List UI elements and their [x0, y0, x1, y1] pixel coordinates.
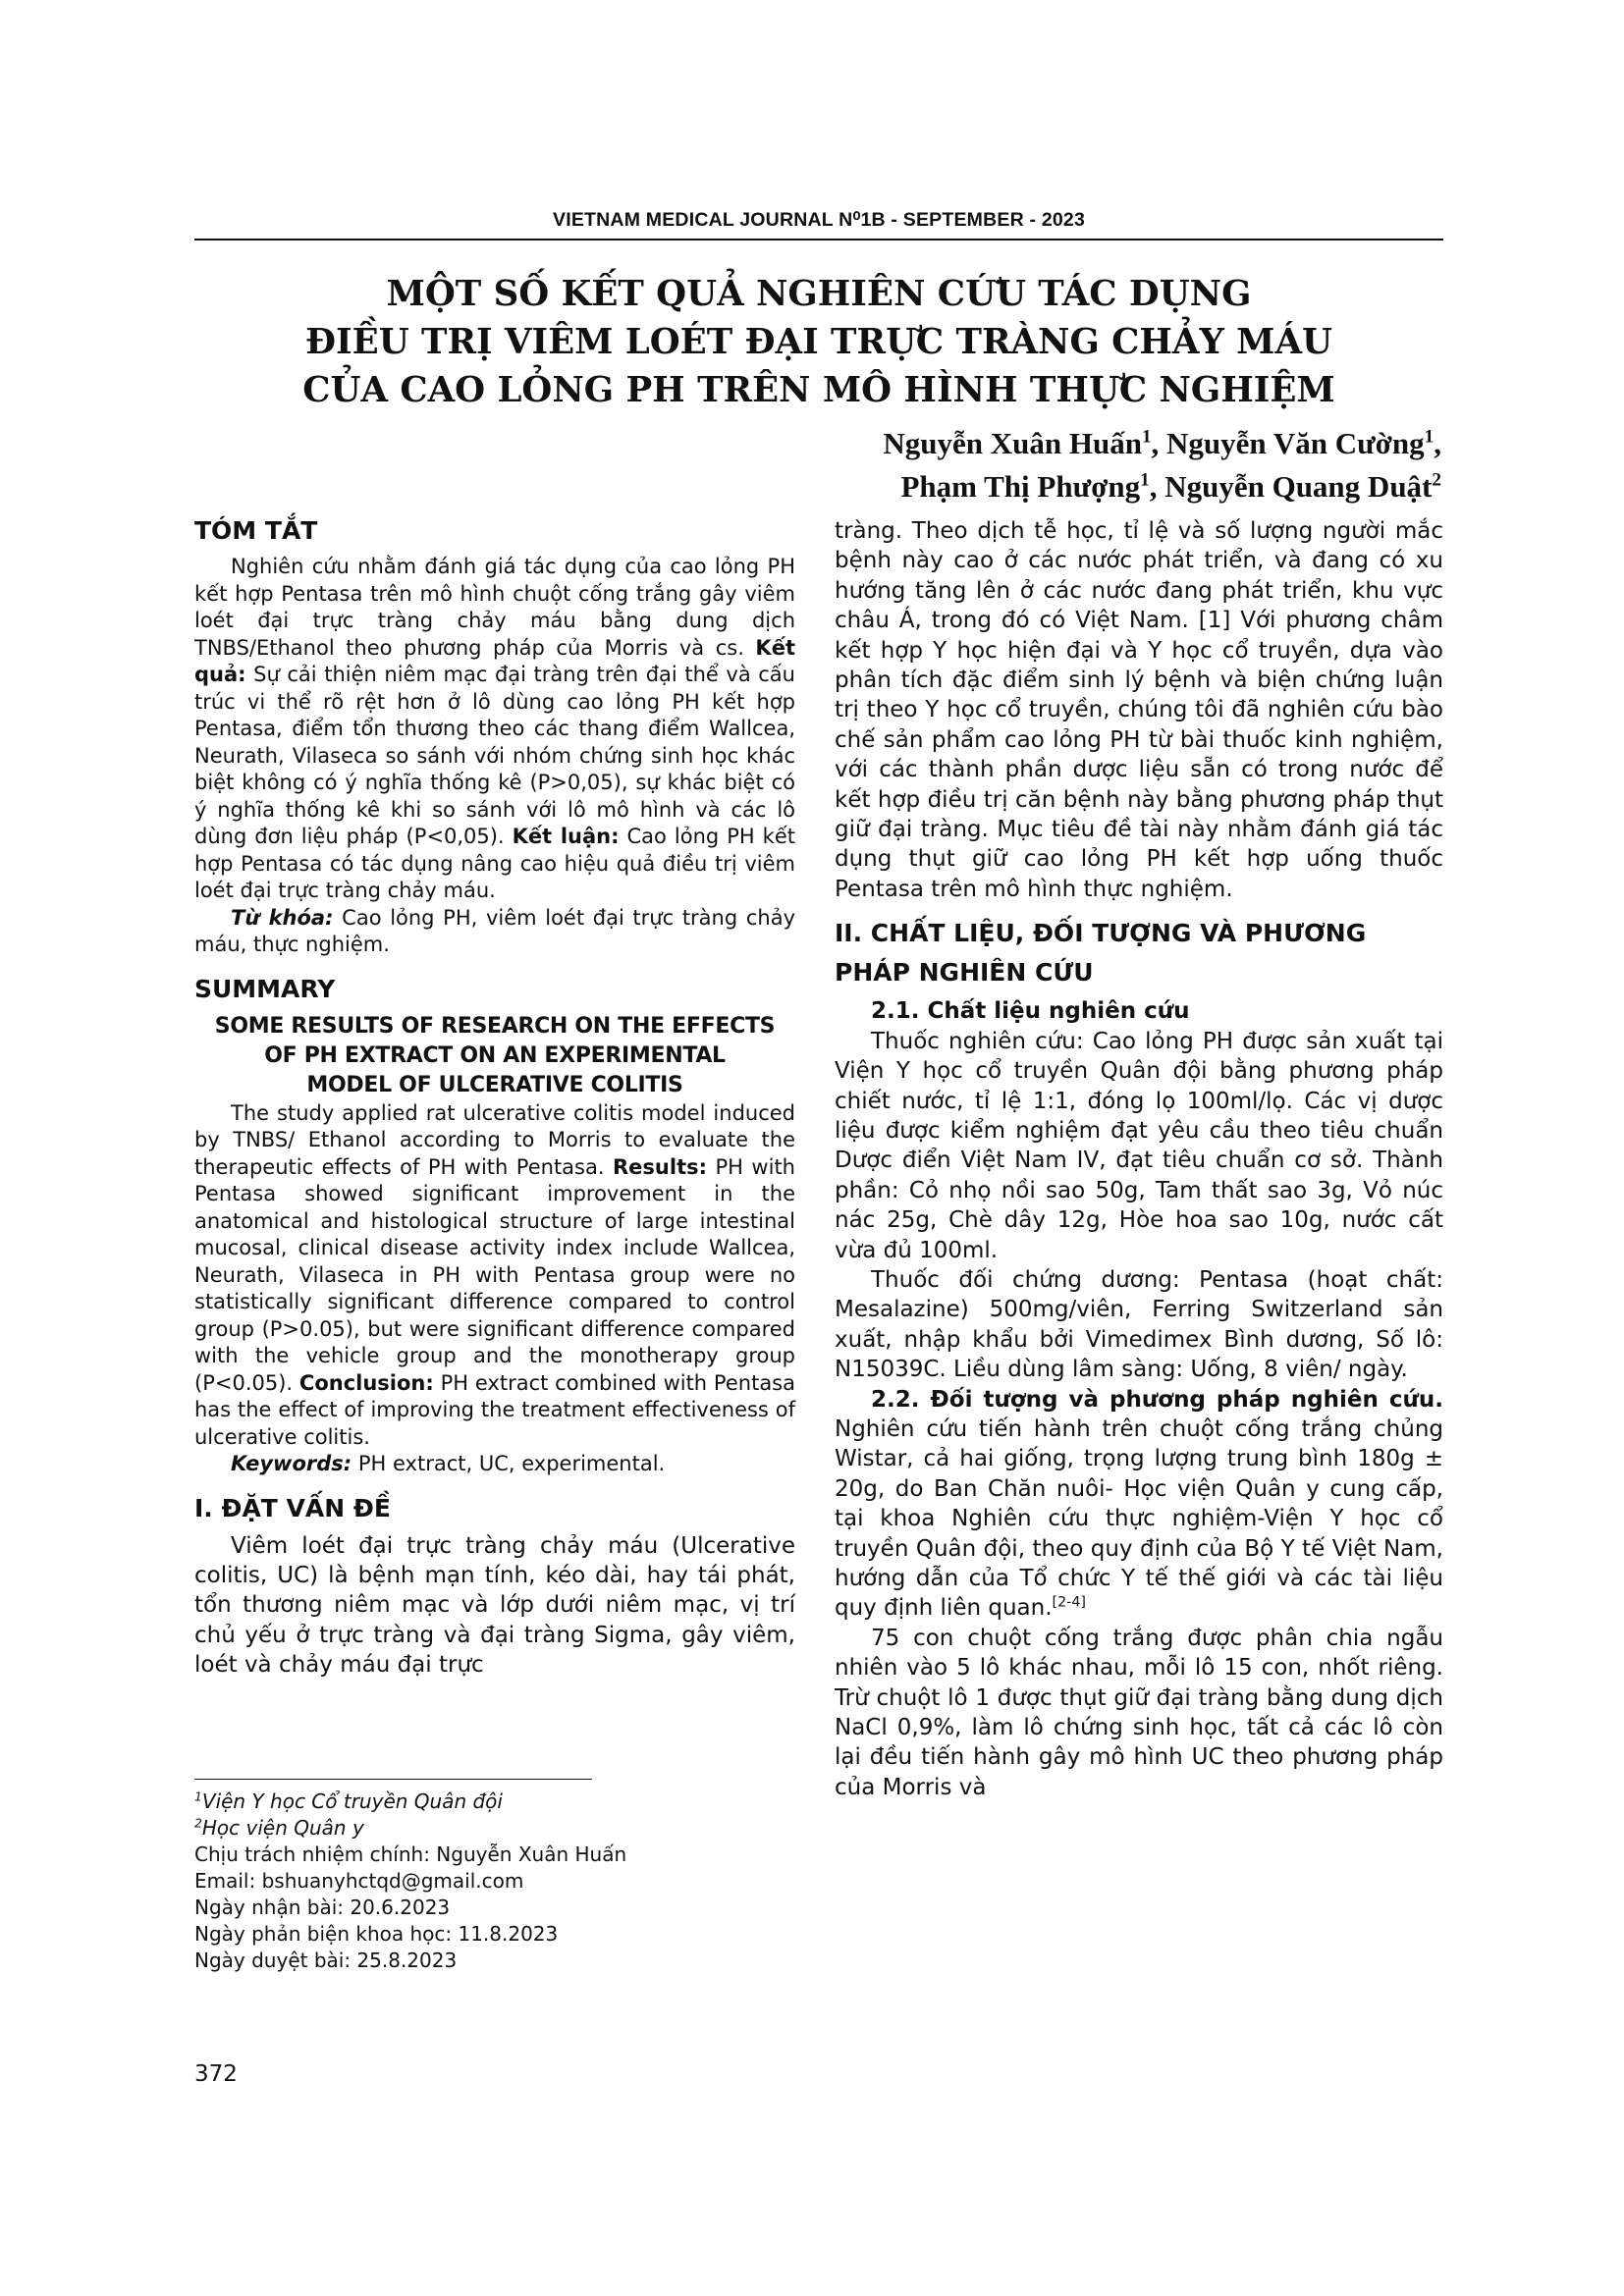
author-affiliation-mark: 1 — [1141, 426, 1152, 448]
keywords-vi-label: Từ khóa: — [231, 905, 334, 930]
citation-ref: [2-4] — [1052, 1594, 1086, 1611]
section-2-heading: II. CHẤT LIỆU, ĐỐI TƯỢNG VÀ PHƯƠNG PHÁP NGHIÊN CỨU — [835, 919, 1367, 988]
summary-paragraph — [194, 1100, 795, 1452]
section-1-paragraph: Viêm loét đại trực tràng chảy máu (Ulcerative colitis, UC) là bệnh mạn tính, kéo dài, hay tái phát, tổn thương niêm mạc và lớp dưới niêm mạc, vị trí chủ yếu ở trực tràng và đại tràng Sigma, gây viêm, loét và chảy máu đại trực — [194, 1532, 795, 1679]
author-list — [656, 422, 1441, 508]
author-affiliation-mark: 1 — [1140, 469, 1150, 491]
right-column — [835, 516, 1443, 1802]
author-affiliation-mark: 1 — [1424, 426, 1435, 448]
abstract-vi-results-text: Sự cải thiện niêm mạc đại tràng trên đại thể và cấu trúc vi thể rõ rệt hơn ở lô dùng cao lỏng PH kết hợp Pentasa, điểm tổn thương theo các thang điểm Wallcea, Neurath, Vilaseca so sánh với nhóm chứng sinh học khác biệt không có ý nghĩa thống kê (P>0,05), sự khác biệt có ý nghĩa thống kê khi so sánh với lô mô hình và các lô dùng đơn liệu pháp (P<0,05). — [194, 663, 795, 848]
summary-intro: The study applied rat ulcerative colitis model induced by TNBS/ Ethanol according to Morris to evaluate the therapeutic effects of PH with Pentasa. — [194, 1100, 795, 1179]
control-drug-paragraph: Thuốc đối chứng dương: Pentasa (hoạt chất: Mesalazine) 500mg/viên, Ferring Switzerland sản xuất, nhập khẩu bởi Vimedimex Bình dương, Số lô: N15039C. Liều dùng lâm sàng: Uống, 8 viên/ ngày. — [835, 1266, 1443, 1383]
article-title — [194, 270, 1443, 414]
page-number: 372 — [194, 2061, 238, 2087]
abstract-vi-paragraph — [194, 554, 795, 905]
author-name: Phạm Thị Phượng — [900, 469, 1141, 504]
footnote-accepted-date: Ngày duyệt bài: 25.8.2023 — [194, 1949, 458, 1972]
author-name: Nguyễn Quang Duật — [1164, 469, 1433, 504]
footnote-mark: 1 — [194, 1789, 202, 1804]
author-name: Nguyễn Văn Cường — [1166, 426, 1425, 460]
summary-results-label: Results: — [613, 1154, 708, 1179]
keywords-en-label: Keywords: — [231, 1452, 352, 1475]
abstract-vi-intro: Nghiên cứu nhằm đánh giá tác dụng của cao lỏng PH kết hợp Pentasa trên mô hình chuột cống trắng gây viêm loét đại trực tràng chảy máu bằng dung dịch TNBS/Ethanol theo phương pháp của Morris và cs. — [194, 555, 795, 660]
summary-title-line-2: OF PH EXTRACT ON AN EXPERIMENTAL — [264, 1042, 726, 1068]
summary-title-line-3: MODEL OF ULCERATIVE COLITIS — [306, 1072, 683, 1097]
keywords-en-text: PH extract, UC, experimental. — [357, 1452, 666, 1475]
keywords-en — [194, 1451, 795, 1478]
subsection-2-2-heading: 2.2. Đối tượng và phương pháp nghiên cứu. — [871, 1386, 1443, 1413]
footnote-received-date: Ngày nhận bài: 20.6.2023 — [194, 1896, 451, 1919]
section-1-paragraph-continued: tràng. Theo dịch tễ học, tỉ lệ và số lượng người mắc bệnh này cao ở các nước phát triển, và đang có xu hướng tăng lên ở các nước đang phát triển, khu vực châu Á, trong đó có Việt Nam. [1] Với phương châm kết hợp Y học hiện đại và Y học cổ truyền, dựa vào phân tích đặc điểm sinh lý bệnh và biện chứng luận trị theo Y học cổ truyền, chúng tôi đã nghiên cứu bào chế sản phẩm cao lỏng PH từ bài thuốc kinh nghiệm, với các thành phần dược liệu sẵn có trong nước để kết hợp điều trị căn bệnh này bằng phương pháp thụt giữ đại tràng. Mục tiêu đề tài này nhằm đánh giá tác dụng thụt giữ cao lỏng PH kết hợp uống thuốc Pentasa trên mô hình thực nghiệm. — [835, 518, 1443, 902]
keywords-vi — [194, 905, 795, 959]
author-line-2: Phạm Thị Phượng$^1$, Nguyễn Quang Duật$^2$ — [900, 469, 1441, 504]
footnote-corresponding-author: Chịu trách nhiệm chính: Nguyễn Xuân Huấn — [194, 1842, 627, 1866]
footnotes — [194, 1789, 784, 1974]
section-1-heading: I. ĐẶT VẤN ĐỀ — [194, 1493, 391, 1522]
author-name: Nguyễn Xuân Huấn — [883, 426, 1142, 460]
left-column — [194, 514, 795, 1681]
footnote-affiliation-2 — [194, 1815, 784, 1842]
footnote-rule — [194, 1779, 592, 1780]
materials-paragraph: Thuốc nghiên cứu: Cao lỏng PH được sản xuất tại Viện Y học cổ truyền Quân đội bằng phương pháp chiết nước, tỉ lệ 1:1, đóng lọ 100ml/lọ. Các vị dược liệu được kiểm nghiệm đạt yêu cầu theo tiêu chuẩn Dược điển Việt Nam IV, đạt tiêu chuẩn cơ sở. Thành phần: Cỏ nhọ nồi sao 50g, Tam thất sao 3g, Vỏ núc nác 25g, Chè dây 12g, Hòe hoa sao 10g, nước cất vừa đủ 100ml. — [835, 1028, 1443, 1263]
footnote-text: Học viện Quân y — [201, 1816, 364, 1840]
summary-title — [194, 1012, 795, 1100]
abstract-vi-results-label: Kết quả: — [194, 635, 795, 686]
author-line-1: Nguyễn Xuân Huấn$^1$, Nguyễn Văn Cường$^1$, — [883, 426, 1441, 460]
footnote-affiliation-1 — [194, 1789, 784, 1815]
abstract-vi-conclusion-label: Kết luận: — [512, 825, 620, 848]
summary-conclusion-text: PH extract combined with Pentasa has the effect of improving the treatment effectiveness of ulcerative colitis. — [194, 1370, 795, 1449]
summary-heading: SUMMARY — [194, 974, 336, 1003]
author-affiliation-mark: 2 — [1432, 469, 1441, 491]
keywords-vi-text: Cao lỏng PH, viêm loét đại trực tràng chảy máu, thực nghiệm. — [194, 905, 795, 956]
grouping-paragraph: 75 con chuột cống trắng được phân chia ngẫu nhiên vào 5 lô khác nhau, mỗi lô 15 con, nhốt riêng. Trừ chuột lô 1 được thụt giữ đại tràng bằng dung dịch NaCl 0,9%, làm lô chứng sinh học, tất cả các lô còn lại đều tiến hành gây mô hình UC theo phương pháp của Morris và — [835, 1625, 1443, 1800]
summary-results-text: PH with Pentasa showed significant improvement in the anatomical and histological structure of large intestinal mucosal, clinical disease activity index include Wallcea, Neurath, Vilaseca in PH with Pentasa group were no statistically significant difference compared to control group (P>0.05), but were significant difference compared with the vehicle group and the monotherapy group (P<0.05). — [194, 1154, 795, 1395]
title-line-2: ĐIỀU TRỊ VIÊM LOÉT ĐẠI TRỰC TRÀNG CHẢY MÁU — [305, 322, 1332, 362]
title-line-3: CỦA CAO LỎNG PH TRÊN MÔ HÌNH THỰC NGHIỆM — [302, 370, 1335, 410]
subjects-text: Nghiên cứu tiến hành trên chuột cống trắng chủng Wistar, cả hai giống, trọng lượng trung bình 180g ± 20g, do Ban Chăn nuôi- Học viện Quân y cung cấp, tại khoa Nghiên cứu thực nghiệm-Viện Y học cổ truyền Quân đội, theo quy định của Bộ Y tế Việt Nam, hướng dẫn của Tổ chức Y tế thế giới và các tài liệu quy định liên quan. — [835, 1415, 1443, 1622]
abstract-vi-conclusion-text: Cao lỏng PH kết hợp Pentasa có tác dụng nâng cao hiệu quả điều trị viêm loét đại trực tràng chảy máu. — [194, 825, 795, 902]
header-rule — [194, 239, 1443, 240]
subjects-paragraph — [835, 1385, 1443, 1624]
footnote-review-date: Ngày phản biện khoa học: 11.8.2023 — [194, 1922, 559, 1946]
footnote-mark: 2 — [194, 1815, 202, 1831]
footnote-email: Email: bshuanyhctqd@gmail.com — [194, 1869, 524, 1893]
summary-conclusion-label: Conclusion: — [298, 1370, 434, 1395]
abstract-vi-heading: TÓM TẮT — [194, 516, 318, 545]
journal-header: VIETNAM MEDICAL JOURNAL N⁰1B - SEPTEMBER - 2023 — [553, 209, 1085, 231]
title-line-1: MỘT SỐ KẾT QUẢ NGHIÊN CỨU TÁC DỤNG — [386, 274, 1252, 314]
footnote-text: Viện Y học Cổ truyền Quân đội — [201, 1789, 503, 1813]
subsection-2-1-heading: 2.1. Chất liệu nghiên cứu — [871, 998, 1190, 1025]
summary-title-line-1: SOME RESULTS OF RESEARCH ON THE EFFECTS — [214, 1013, 776, 1039]
